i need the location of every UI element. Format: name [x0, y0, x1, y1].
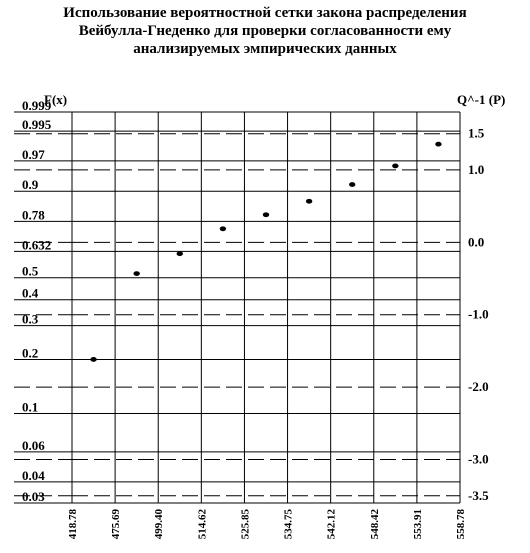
- y-left-tick-label: 0.04: [22, 467, 45, 483]
- data-point: [90, 357, 96, 362]
- y-left-tick-label: 0.78: [22, 207, 45, 223]
- x-tick-label: 514.62: [196, 509, 209, 540]
- x-tick-label: 548.42: [368, 509, 381, 540]
- x-tick-label: 525.85: [239, 509, 252, 540]
- y-right-tick-label: 1.5: [468, 125, 485, 141]
- chart-title-line-2: Вейбулла-Гнеденко для проверки согласованности ему: [78, 23, 452, 39]
- y-left-tick-label: 0.5: [22, 263, 39, 279]
- x-tick-label: 553.91: [411, 509, 424, 540]
- y-left-tick-label: 0.995: [22, 117, 52, 133]
- y-right-axis-label: Q^-1 (P): [457, 92, 506, 107]
- data-point: [177, 251, 183, 256]
- y-left-tick-label: 0.999: [22, 98, 52, 113]
- grid-layer: [14, 112, 460, 503]
- x-tick-label: 499.40: [153, 509, 166, 540]
- y-left-tick-label: 0.3: [22, 311, 39, 327]
- data-point: [263, 212, 269, 217]
- y-left-tick-label: 0.632: [22, 237, 52, 253]
- data-point: [392, 164, 398, 169]
- y-right-tick-label: -2.0: [468, 379, 489, 395]
- y-right-tick-label: -3.0: [468, 451, 489, 467]
- data-point: [220, 226, 226, 231]
- x-tick-label: 542.12: [325, 509, 338, 540]
- chart-title-line-1: Использование вероятностной сетки закона распределения: [63, 5, 467, 21]
- y-right-tick-label: -1.0: [468, 306, 489, 322]
- x-tick-label: 534.75: [282, 509, 295, 540]
- chart-title-line-3: анализируемых эмпирических данных: [133, 41, 397, 57]
- x-tick-label: 558.78: [455, 509, 467, 540]
- data-point: [349, 182, 355, 187]
- y-left-tick-label: 0.1: [22, 399, 39, 415]
- y-left-axis-label: F(x): [44, 92, 68, 107]
- data-point: [435, 142, 441, 147]
- y-left-tick-label: 0.06: [22, 437, 45, 453]
- y-right-tick-label: -3.5: [468, 487, 489, 503]
- x-tick-label: 418.78: [67, 509, 79, 540]
- y-left-tick-label: 0.97: [22, 146, 45, 162]
- y-left-tick-label: 0.2: [22, 345, 39, 361]
- x-tick-label: 475.69: [110, 509, 123, 540]
- y-left-tick-label: 0.4: [22, 285, 39, 301]
- data-point: [306, 199, 312, 204]
- data-point: [133, 271, 139, 276]
- axis-layer: [22, 98, 489, 539]
- y-left-tick-label: 0.03: [22, 489, 45, 504]
- y-left-tick-label: 0.9: [22, 177, 39, 193]
- y-right-tick-label: 1.0: [468, 161, 485, 177]
- y-right-tick-label: 0.0: [468, 234, 485, 250]
